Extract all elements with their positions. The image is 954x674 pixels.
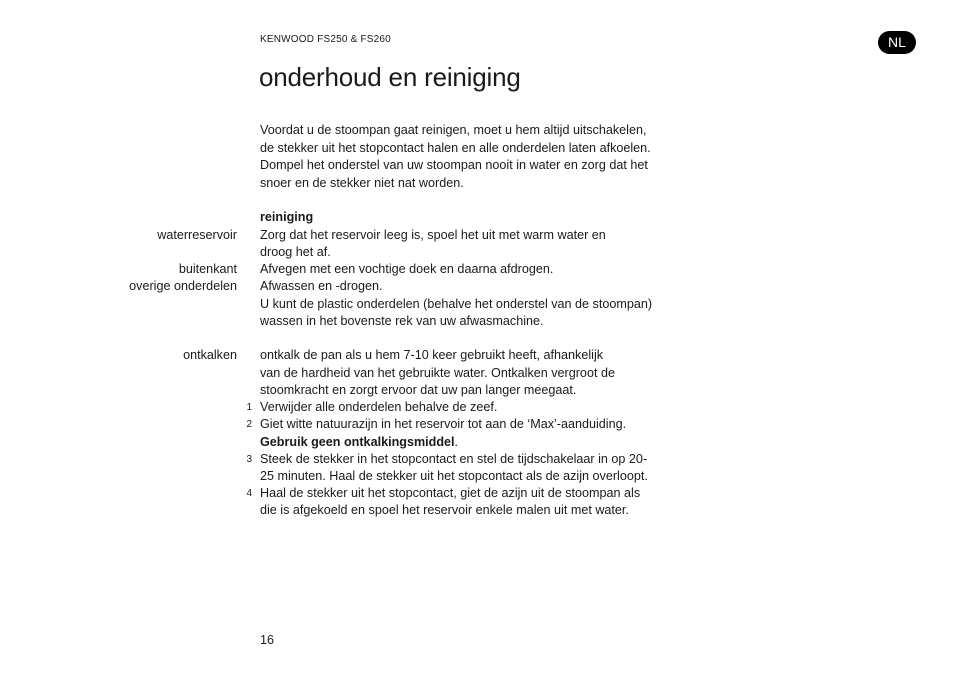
intro-paragraph [260, 122, 700, 192]
other-parts-text: Afwassen en -drogen. [260, 279, 383, 293]
water-reservoir-label: waterreservoir [157, 228, 237, 242]
other-parts-text: wassen in het bovenste rek van uw afwasmachine. [260, 314, 544, 328]
step-number: 2 [246, 419, 252, 430]
water-reservoir-text: Zorg dat het reservoir leeg is, spoel het uit met warm water en [260, 228, 606, 242]
intro-line: de stekker uit het stopcontact halen en alle onderdelen laten afkoelen. [260, 140, 651, 155]
descaling-text: ontkalk de pan als u hem 7-10 keer gebruikt heeft, afhankelijk [260, 348, 604, 362]
step-warning [260, 434, 458, 451]
page-title: onderhoud en reiniging [259, 62, 521, 92]
intro-line: snoer en de stekker niet nat worden. [260, 175, 464, 190]
step-text: Verwijder alle onderdelen behalve de zeef. [260, 400, 498, 414]
step-number: 3 [246, 454, 252, 465]
step-number: 1 [246, 402, 252, 413]
page-number: 16 [260, 633, 275, 647]
intro-line: Dompel het onderstel van uw stoompan nooit in water en zorg dat het [260, 158, 648, 173]
step-text: die is afgekoeld en spoel het reservoir enkele malen uit met water. [260, 503, 629, 517]
step-text: Giet witte natuurazijn in het reservoir tot aan de ‘Max’-aanduiding. [260, 417, 627, 431]
exterior-label: buitenkant [178, 262, 237, 276]
document-header: KENWOOD FS250 & FS260 [260, 34, 391, 45]
warning-bold-text: Gebruik geen ontkalkingsmiddel [260, 435, 455, 449]
descaling-text: van de hardheid van het gebruikte water. Ontkalken vergroot de [260, 366, 615, 380]
step-text: Steek de stekker in het stopcontact en stel de tijdschakelaar in op 20- [260, 452, 648, 466]
exterior-text: Afvegen met een vochtige doek en daarna afdrogen. [260, 262, 554, 276]
step-text: Haal de stekker uit het stopcontact, giet de azijn uit de stoompan als [260, 486, 641, 500]
step-text: 25 minuten. Haal de stekker uit het stopcontact als de azijn overloopt. [260, 469, 648, 483]
step-number: 4 [246, 488, 252, 499]
descaling-label: ontkalken [183, 348, 237, 362]
water-reservoir-text: droog het af. [260, 245, 331, 259]
descaling-text: stoomkracht en zorgt ervoor dat uw pan langer meegaat. [260, 383, 577, 397]
intro-line: Voordat u de stoompan gaat reinigen, moet u hem altijd uitschakelen, [260, 123, 647, 137]
cleaning-heading: reiniging [260, 210, 314, 224]
other-parts-label: overige onderdelen [129, 279, 237, 293]
warning-tail: . [454, 435, 459, 449]
other-parts-text: U kunt de plastic onderdelen (behalve het onderstel van de stoompan) [260, 297, 653, 311]
language-badge: NL [878, 31, 916, 54]
